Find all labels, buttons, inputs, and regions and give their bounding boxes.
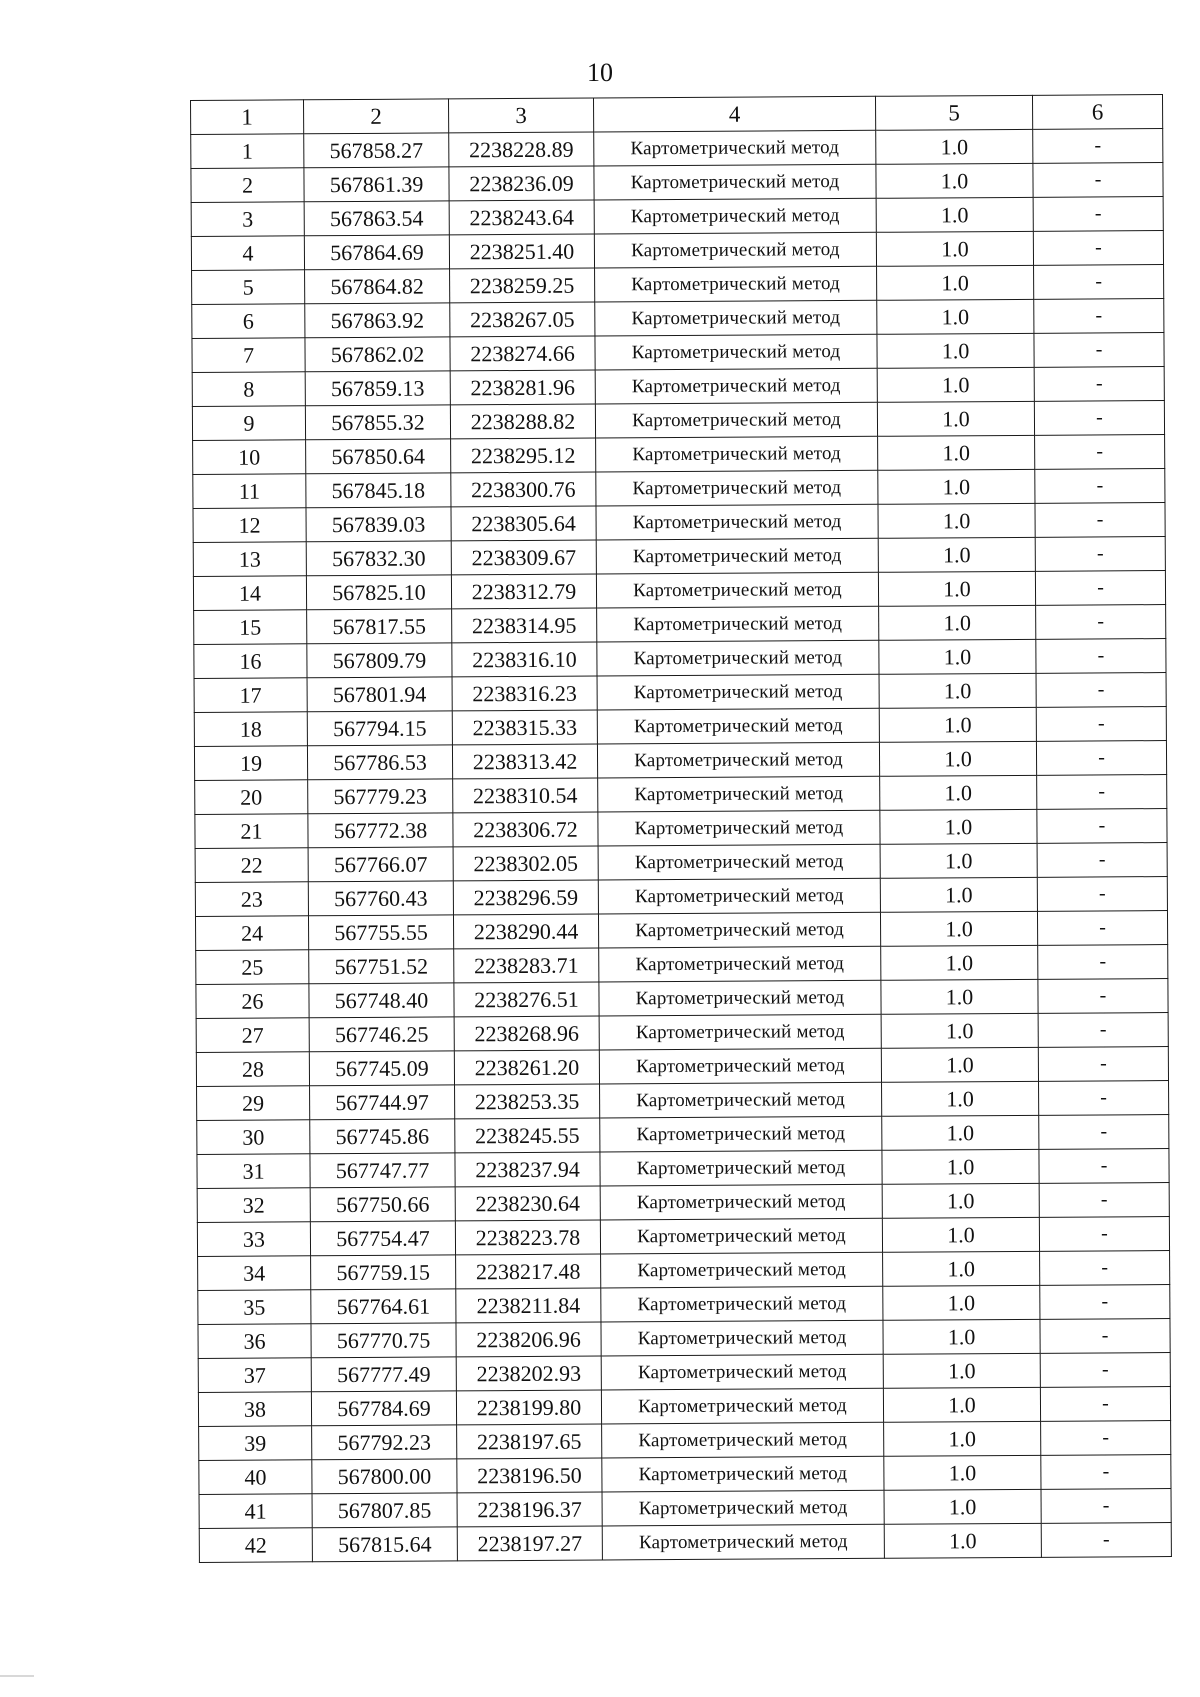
note-cell: - (1036, 605, 1166, 640)
method-cell: Картометрический метод (599, 980, 881, 1016)
y-coordinate-cell: 2238276.51 (454, 982, 599, 1017)
accuracy-cell: 1.0 (883, 1251, 1040, 1286)
note-cell: - (1036, 741, 1166, 776)
note-cell: - (1035, 571, 1165, 606)
y-coordinate-cell: 2238314.95 (452, 608, 597, 643)
note-cell: - (1041, 1455, 1171, 1490)
point-number-cell: 16 (194, 644, 307, 679)
method-cell: Картометрический метод (602, 1422, 884, 1458)
x-coordinate-cell: 567850.64 (306, 439, 451, 474)
accuracy-cell: 1.0 (878, 469, 1035, 504)
point-number-cell: 18 (194, 712, 307, 747)
method-cell: Картометрический метод (602, 1524, 884, 1560)
method-cell: Картометрический метод (594, 198, 876, 234)
table-body (191, 129, 1172, 1563)
x-coordinate-cell: 567772.38 (308, 813, 453, 848)
accuracy-cell: 1.0 (884, 1489, 1041, 1524)
x-coordinate-cell: 567864.82 (305, 269, 450, 304)
method-cell: Картометрический метод (598, 810, 880, 846)
point-number-cell: 2 (191, 168, 304, 203)
x-coordinate-cell: 567784.69 (311, 1391, 456, 1426)
point-number-cell: 31 (197, 1154, 310, 1189)
accuracy-cell: 1.0 (878, 571, 1035, 606)
note-cell: - (1038, 1013, 1168, 1048)
method-cell: Картометрический метод (601, 1354, 883, 1390)
method-cell: Картометрический метод (594, 164, 876, 200)
x-coordinate-cell: 567817.55 (307, 609, 452, 644)
y-coordinate-cell: 2238306.72 (453, 812, 598, 847)
y-coordinate-cell: 2238316.23 (452, 676, 597, 711)
note-cell: - (1037, 809, 1167, 844)
method-cell: Картометрический метод (598, 776, 880, 812)
point-number-cell: 4 (191, 236, 304, 271)
method-cell: Картометрический метод (598, 878, 880, 914)
y-coordinate-cell: 2238197.27 (457, 1526, 602, 1561)
point-number-cell: 26 (196, 984, 309, 1019)
y-coordinate-cell: 2238245.55 (455, 1118, 600, 1153)
point-number-cell: 6 (192, 304, 305, 339)
accuracy-cell: 1.0 (876, 163, 1033, 198)
x-coordinate-cell: 567754.47 (310, 1221, 455, 1256)
y-coordinate-cell: 2238259.25 (450, 268, 595, 303)
note-cell: - (1039, 1217, 1169, 1252)
note-cell: - (1033, 129, 1163, 164)
point-number-cell: 3 (191, 202, 304, 237)
y-coordinate-cell: 2238309.67 (451, 540, 596, 575)
point-number-cell: 27 (196, 1018, 309, 1053)
x-coordinate-cell: 567759.15 (311, 1255, 456, 1290)
note-cell: - (1033, 197, 1163, 232)
method-cell: Картометрический метод (602, 1456, 884, 1492)
point-number-cell: 38 (198, 1392, 311, 1427)
note-cell: - (1035, 469, 1165, 504)
page-number: 10 (587, 58, 613, 87)
column-header-2: 2 (304, 99, 449, 134)
point-number-cell: 24 (195, 916, 308, 951)
x-coordinate-cell: 567855.32 (305, 405, 450, 440)
point-number-cell: 25 (196, 950, 309, 985)
method-cell: Картометрический метод (599, 1048, 881, 1084)
y-coordinate-cell: 2238315.33 (452, 710, 597, 745)
y-coordinate-cell: 2238236.09 (449, 166, 594, 201)
method-cell: Картометрический метод (598, 844, 880, 880)
method-cell: Картометрический метод (601, 1286, 883, 1322)
accuracy-cell: 1.0 (879, 639, 1036, 674)
note-cell: - (1040, 1353, 1170, 1388)
note-cell: - (1037, 843, 1167, 878)
note-cell: - (1036, 673, 1166, 708)
note-cell: - (1038, 979, 1168, 1014)
accuracy-cell: 1.0 (879, 741, 1036, 776)
y-coordinate-cell: 2238223.78 (455, 1220, 600, 1255)
method-cell: Картометрический метод (597, 708, 879, 744)
point-number-cell: 33 (197, 1222, 310, 1257)
accuracy-cell: 1.0 (882, 1115, 1039, 1150)
note-cell: - (1039, 1115, 1169, 1150)
column-header-5: 5 (875, 95, 1032, 130)
y-coordinate-cell: 2238295.12 (451, 438, 596, 473)
method-cell: Картометрический метод (596, 436, 878, 472)
method-cell: Картометрический метод (596, 470, 878, 506)
y-coordinate-cell: 2238206.96 (456, 1322, 601, 1357)
point-number-cell: 12 (193, 508, 306, 543)
y-coordinate-cell: 2238281.96 (450, 370, 595, 405)
x-coordinate-cell: 567845.18 (306, 473, 451, 508)
method-cell: Картометрический метод (596, 572, 878, 608)
x-coordinate-cell: 567777.49 (311, 1357, 456, 1392)
x-coordinate-cell: 567859.13 (305, 371, 450, 406)
y-coordinate-cell: 2238296.59 (453, 880, 598, 915)
method-cell: Картометрический метод (599, 946, 881, 982)
x-coordinate-cell: 567746.25 (309, 1017, 454, 1052)
y-coordinate-cell: 2238211.84 (456, 1288, 601, 1323)
accuracy-cell: 1.0 (882, 1183, 1039, 1218)
y-coordinate-cell: 2238300.76 (451, 472, 596, 507)
x-coordinate-cell: 567751.52 (309, 949, 454, 984)
note-cell: - (1034, 367, 1164, 402)
x-coordinate-cell: 567770.75 (311, 1323, 456, 1358)
x-coordinate-cell: 567745.09 (309, 1051, 454, 1086)
method-cell: Картометрический метод (602, 1490, 884, 1526)
point-number-cell: 19 (194, 746, 307, 781)
note-cell: - (1039, 1081, 1169, 1116)
accuracy-cell: 1.0 (880, 843, 1037, 878)
note-cell: - (1034, 401, 1164, 436)
x-coordinate-cell: 567862.02 (305, 337, 450, 372)
accuracy-cell: 1.0 (883, 1387, 1040, 1422)
point-number-cell: 36 (198, 1324, 311, 1359)
note-cell: - (1036, 639, 1166, 674)
y-coordinate-cell: 2238251.40 (449, 234, 594, 269)
accuracy-cell: 1.0 (877, 333, 1034, 368)
accuracy-cell: 1.0 (881, 1047, 1038, 1082)
accuracy-cell: 1.0 (880, 911, 1037, 946)
point-number-cell: 37 (198, 1358, 311, 1393)
point-number-cell: 35 (198, 1290, 311, 1325)
point-number-cell: 21 (195, 814, 308, 849)
coordinates-table (190, 94, 1172, 1563)
accuracy-cell: 1.0 (884, 1455, 1041, 1490)
point-number-cell: 8 (192, 372, 305, 407)
x-coordinate-cell: 567792.23 (312, 1425, 457, 1460)
column-header-1: 1 (191, 100, 304, 135)
y-coordinate-cell: 2238268.96 (454, 1016, 599, 1051)
x-coordinate-cell: 567764.61 (311, 1289, 456, 1324)
point-number-cell: 22 (195, 848, 308, 883)
point-number-cell: 1 (191, 134, 304, 169)
accuracy-cell: 1.0 (883, 1285, 1040, 1320)
accuracy-cell: 1.0 (881, 945, 1038, 980)
method-cell: Картометрический метод (594, 130, 876, 166)
method-cell: Картометрический метод (595, 334, 877, 370)
accuracy-cell: 1.0 (879, 673, 1036, 708)
accuracy-cell: 1.0 (880, 809, 1037, 844)
x-coordinate-cell: 567760.43 (308, 881, 453, 916)
x-coordinate-cell: 567786.53 (307, 745, 452, 780)
note-cell: - (1035, 537, 1165, 572)
accuracy-cell: 1.0 (876, 129, 1033, 164)
accuracy-cell: 1.0 (883, 1353, 1040, 1388)
note-cell: - (1036, 707, 1166, 742)
accuracy-cell: 1.0 (877, 265, 1034, 300)
method-cell: Картометрический метод (598, 912, 880, 948)
x-coordinate-cell: 567858.27 (304, 133, 449, 168)
accuracy-cell: 1.0 (876, 197, 1033, 232)
point-number-cell: 20 (195, 780, 308, 815)
note-cell: - (1038, 1047, 1168, 1082)
method-cell: Картометрический метод (595, 266, 877, 302)
note-cell: - (1035, 503, 1165, 538)
method-cell: Картометрический метод (600, 1116, 882, 1152)
accuracy-cell: 1.0 (884, 1421, 1041, 1456)
point-number-cell: 13 (193, 542, 306, 577)
y-coordinate-cell: 2238230.64 (455, 1186, 600, 1221)
method-cell: Картометрический метод (595, 402, 877, 438)
method-cell: Картометрический метод (597, 606, 879, 642)
accuracy-cell: 1.0 (877, 299, 1034, 334)
y-coordinate-cell: 2238217.48 (456, 1254, 601, 1289)
table-row (199, 1523, 1171, 1563)
method-cell: Картометрический метод (600, 1218, 882, 1254)
point-number-cell: 41 (199, 1494, 312, 1529)
note-cell: - (1040, 1285, 1170, 1320)
y-coordinate-cell: 2238283.71 (454, 948, 599, 983)
x-coordinate-cell: 567825.10 (306, 575, 451, 610)
accuracy-cell: 1.0 (878, 435, 1035, 470)
point-number-cell: 14 (193, 576, 306, 611)
x-coordinate-cell: 567807.85 (312, 1493, 457, 1528)
x-coordinate-cell: 567864.69 (304, 235, 449, 270)
note-cell: - (1040, 1319, 1170, 1354)
y-coordinate-cell: 2238253.35 (455, 1084, 600, 1119)
note-cell: - (1041, 1523, 1171, 1558)
point-number-cell: 5 (192, 270, 305, 305)
method-cell: Картометрический метод (597, 742, 879, 778)
x-coordinate-cell: 567815.64 (312, 1527, 457, 1562)
note-cell: - (1039, 1183, 1169, 1218)
accuracy-cell: 1.0 (883, 1319, 1040, 1354)
x-coordinate-cell: 567809.79 (307, 643, 452, 678)
point-number-cell: 23 (195, 882, 308, 917)
y-coordinate-cell: 2238197.65 (457, 1424, 602, 1459)
accuracy-cell: 1.0 (878, 537, 1035, 572)
point-number-cell: 39 (199, 1426, 312, 1461)
x-coordinate-cell: 567794.15 (307, 711, 452, 746)
point-number-cell: 7 (192, 338, 305, 373)
x-coordinate-cell: 567755.55 (308, 915, 453, 950)
y-coordinate-cell: 2238237.94 (455, 1152, 600, 1187)
accuracy-cell: 1.0 (876, 231, 1033, 266)
x-coordinate-cell: 567839.03 (306, 507, 451, 542)
y-coordinate-cell: 2238302.05 (453, 846, 598, 881)
accuracy-cell: 1.0 (882, 1081, 1039, 1116)
y-coordinate-cell: 2238290.44 (453, 914, 598, 949)
point-number-cell: 11 (193, 474, 306, 509)
y-coordinate-cell: 2238310.54 (453, 778, 598, 813)
note-cell: - (1039, 1149, 1169, 1184)
accuracy-cell: 1.0 (884, 1523, 1041, 1558)
y-coordinate-cell: 2238312.79 (451, 574, 596, 609)
point-number-cell: 34 (198, 1256, 311, 1291)
x-coordinate-cell: 567750.66 (310, 1187, 455, 1222)
note-cell: - (1041, 1421, 1171, 1456)
note-cell: - (1033, 231, 1163, 266)
column-header-3: 3 (448, 98, 593, 133)
method-cell: Картометрический метод (601, 1388, 883, 1424)
note-cell: - (1038, 945, 1168, 980)
note-cell: - (1034, 299, 1164, 334)
method-cell: Картометрический метод (595, 300, 877, 336)
method-cell: Картометрический метод (600, 1082, 882, 1118)
y-coordinate-cell: 2238305.64 (451, 506, 596, 541)
x-coordinate-cell: 567863.54 (304, 201, 449, 236)
note-cell: - (1035, 435, 1165, 470)
method-cell: Картометрический метод (594, 232, 876, 268)
note-cell: - (1034, 333, 1164, 368)
note-cell: - (1037, 877, 1167, 912)
accuracy-cell: 1.0 (877, 401, 1034, 436)
method-cell: Картометрический метод (596, 538, 878, 574)
point-number-cell: 40 (199, 1460, 312, 1495)
x-coordinate-cell: 567832.30 (306, 541, 451, 576)
y-coordinate-cell: 2238274.66 (450, 336, 595, 371)
accuracy-cell: 1.0 (879, 707, 1036, 742)
accuracy-cell: 1.0 (879, 605, 1036, 640)
y-coordinate-cell: 2238202.93 (456, 1356, 601, 1391)
y-coordinate-cell: 2238288.82 (450, 404, 595, 439)
method-cell: Картометрический метод (601, 1320, 883, 1356)
point-number-cell: 17 (194, 678, 307, 713)
x-coordinate-cell: 567779.23 (308, 779, 453, 814)
accuracy-cell: 1.0 (880, 775, 1037, 810)
method-cell: Картометрический метод (599, 1014, 881, 1050)
note-cell: - (1034, 265, 1164, 300)
column-header-4: 4 (593, 96, 875, 132)
point-number-cell: 29 (197, 1086, 310, 1121)
x-coordinate-cell: 567861.39 (304, 167, 449, 202)
note-cell: - (1037, 775, 1167, 810)
y-coordinate-cell: 2238196.50 (457, 1458, 602, 1493)
point-number-cell: 10 (193, 440, 306, 475)
x-coordinate-cell: 567745.86 (310, 1119, 455, 1154)
point-number-cell: 32 (197, 1188, 310, 1223)
column-header-6: 6 (1032, 95, 1162, 130)
note-cell: - (1040, 1251, 1170, 1286)
method-cell: Картометрический метод (597, 640, 879, 676)
note-cell: - (1040, 1387, 1170, 1422)
point-number-cell: 28 (196, 1052, 309, 1087)
method-cell: Картометрический метод (601, 1252, 883, 1288)
y-coordinate-cell: 2238316.10 (452, 642, 597, 677)
y-coordinate-cell: 2238243.64 (449, 200, 594, 235)
x-coordinate-cell: 567800.00 (312, 1459, 457, 1494)
point-number-cell: 9 (192, 406, 305, 441)
note-cell: - (1037, 911, 1167, 946)
accuracy-cell: 1.0 (880, 877, 1037, 912)
method-cell: Картометрический метод (596, 504, 878, 540)
x-coordinate-cell: 567801.94 (307, 677, 452, 712)
x-coordinate-cell: 567748.40 (309, 983, 454, 1018)
y-coordinate-cell: 2238267.05 (450, 302, 595, 337)
accuracy-cell: 1.0 (882, 1217, 1039, 1252)
method-cell: Картометрический метод (597, 674, 879, 710)
x-coordinate-cell: 567744.97 (310, 1085, 455, 1120)
y-coordinate-cell: 2238199.80 (456, 1390, 601, 1425)
point-number-cell: 30 (197, 1120, 310, 1155)
x-coordinate-cell: 567766.07 (308, 847, 453, 882)
accuracy-cell: 1.0 (881, 1013, 1038, 1048)
accuracy-cell: 1.0 (877, 367, 1034, 402)
point-number-cell: 15 (194, 610, 307, 645)
point-number-cell: 42 (199, 1528, 312, 1563)
y-coordinate-cell: 2238196.37 (457, 1492, 602, 1527)
method-cell: Картометрический метод (595, 368, 877, 404)
accuracy-cell: 1.0 (878, 503, 1035, 538)
y-coordinate-cell: 2238228.89 (449, 132, 594, 167)
note-cell: - (1041, 1489, 1171, 1524)
x-coordinate-cell: 567747.77 (310, 1153, 455, 1188)
method-cell: Картометрический метод (600, 1150, 882, 1186)
accuracy-cell: 1.0 (882, 1149, 1039, 1184)
y-coordinate-cell: 2238261.20 (454, 1050, 599, 1085)
method-cell: Картометрический метод (600, 1184, 882, 1220)
x-coordinate-cell: 567863.92 (305, 303, 450, 338)
scan-edge-mark (0, 1675, 34, 1677)
accuracy-cell: 1.0 (881, 979, 1038, 1014)
note-cell: - (1033, 163, 1163, 198)
y-coordinate-cell: 2238313.42 (452, 744, 597, 779)
